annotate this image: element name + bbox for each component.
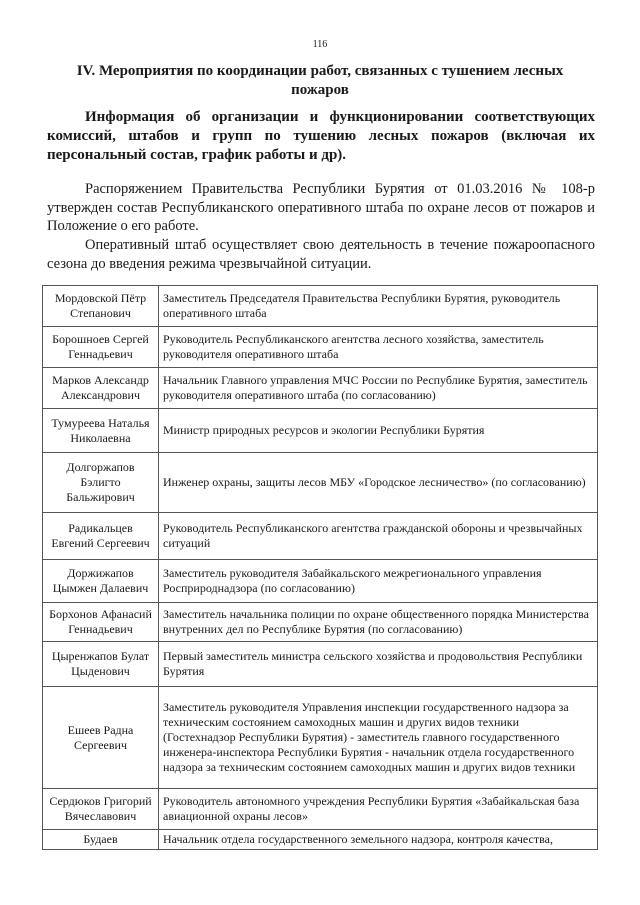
staff-role: Заместитель руководителя Забайкальского межрегионального управления Росприроднадзора (по согласованию) — [159, 560, 598, 603]
staff-name: Борошноев Сергей Геннадьевич — [43, 327, 159, 368]
table-row — [43, 327, 598, 368]
paragraph-decree: Распоряжением Правительства Республики Бурятия от 01.03.2016 № 108-р утвержден состав Республиканского оперативного штаба по охране лесов от пожаров и Положение о его работе. — [47, 181, 595, 234]
staff-table — [42, 285, 598, 850]
staff-name: Сердюков Григорий Вячеславович — [43, 789, 159, 830]
staff-name: Мордовской Пётр Степанович — [43, 286, 159, 327]
staff-role: Министр природных ресурсов и экологии Республики Бурятия — [159, 409, 598, 453]
staff-name: Тумуреева Наталья Николаевна — [43, 409, 159, 453]
staff-role: Руководитель Республиканского агентства лесного хозяйства, заместитель руководителя оперативного штаба — [159, 327, 598, 368]
staff-name: Цыренжапов Булат Цыденович — [43, 642, 159, 687]
table-row — [43, 830, 598, 850]
staff-name: Доржижапов Цымжен Далаевич — [43, 560, 159, 603]
staff-role: Начальник отдела государственного земельного надзора, контроля качества, — [159, 830, 598, 850]
staff-role: Руководитель Республиканского агентства гражданской обороны и чрезвычайных ситуаций — [159, 513, 598, 560]
staff-name: Долгоржапов Бэлигто Бальжирович — [43, 453, 159, 513]
staff-name: Борхонов Афанасий Геннадьевич — [43, 603, 159, 642]
table-row — [43, 642, 598, 687]
table-row — [43, 560, 598, 603]
staff-role: Руководитель автономного учреждения Республики Бурятия «Забайкальская база авиационной охраны лесов» — [159, 789, 598, 830]
staff-role: Инженер охраны, защиты лесов МБУ «Городское лесничество» (по согласованию) — [159, 453, 598, 513]
table-row — [43, 286, 598, 327]
table-row — [43, 513, 598, 560]
staff-name: Будаев — [43, 830, 159, 850]
paragraph-operational-staff: Оперативный штаб осуществляет свою деятельность в течение пожароопасного сезона до введения режима чрезвычайной ситуации. — [47, 237, 595, 272]
section-title: IV. Мероприятия по координации работ, связанных с тушением лесных пожаров — [76, 63, 564, 98]
page-number: 116 — [312, 39, 328, 50]
table-row — [43, 368, 598, 409]
staff-name: Радикальцев Евгений Сергеевич — [43, 513, 159, 560]
staff-name: Ешеев Радна Сергеевич — [43, 687, 159, 789]
staff-role: Заместитель начальника полиции по охране общественного порядка Министерства внутренних дел по Республике Бурятия (по согласованию) — [159, 603, 598, 642]
staff-role: Первый заместитель министра сельского хозяйства и продовольствия Республики Бурятия — [159, 642, 598, 687]
table-row — [43, 687, 598, 789]
staff-role: Начальник Главного управления МЧС России по Республике Бурятия, заместитель руководителя оперативного штаба (по согласованию) — [159, 368, 598, 409]
subheading: Информация об организации и функционировании соответствующих комиссий, штабов и групп по тушению лесных пожаров (включая их персональный состав, график работы и др). — [47, 109, 595, 163]
table-row — [43, 409, 598, 453]
staff-role: Заместитель руководителя Управления инспекции государственного надзора за техническим состоянием самоходных машин и других видов техники (Гостехнадзор Республики Бурятия) - заместитель главного государственного инженера-инспектора Республики Бурятия - начальник отдела государственного надзора за техническим состоянием самоходных машин и других видов техники — [159, 687, 598, 789]
table-row — [43, 789, 598, 830]
staff-role: Заместитель Председателя Правительства Республики Бурятия, руководитель оперативного штаба — [159, 286, 598, 327]
table-row — [43, 453, 598, 513]
table-row — [43, 603, 598, 642]
staff-name: Марков Александр Александрович — [43, 368, 159, 409]
